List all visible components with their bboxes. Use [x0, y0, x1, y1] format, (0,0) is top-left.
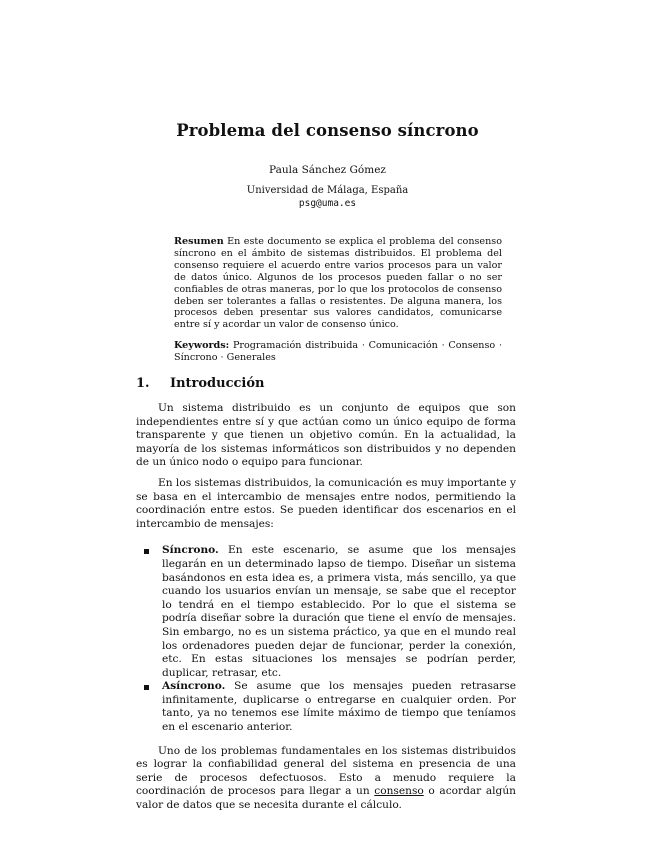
list-item — [162, 680, 516, 734]
section-number: 1. — [136, 376, 150, 391]
author-name: Paula Sánchez Gómez — [269, 164, 386, 176]
list-item — [162, 544, 516, 680]
paper-title: Problema del consenso síncrono — [176, 121, 479, 140]
abstract-body — [174, 236, 502, 331]
list-item-term: Síncrono. — [162, 544, 219, 557]
bullet-list — [136, 544, 516, 734]
abstract-label: Resumen — [174, 236, 224, 247]
paragraph-text: o acordar algún valor de datos que se necesita durante el cálculo. — [136, 785, 516, 812]
list-item-term: Asíncrono. — [162, 680, 226, 693]
paragraph-text: Uno de los problemas fundamentales en los sistemas distribuidos es lograr la confiabilidad general del sistema en presencia de una serie de procesos defectuosos. Esto a menudo requiere la coordinación de procesos para llegar a un — [136, 744, 516, 798]
author-affiliation: Universidad de Málaga, España — [246, 185, 409, 196]
consenso-link[interactable]: consenso — [374, 785, 424, 798]
author-email: psg@uma.es — [298, 198, 357, 209]
paragraph: En los sistemas distribuidos, la comunicación es muy importante y se basa en el intercambio de mensajes entre nodos, permitiendo la coordinación entre estos. Se pueden identificar dos escenarios en el intercambio de mensajes: — [136, 476, 516, 530]
section-heading — [136, 376, 265, 391]
paragraph — [136, 745, 516, 813]
section-title: Introducción — [170, 376, 265, 391]
abstract — [174, 236, 502, 364]
section-body — [136, 402, 516, 813]
paragraph: Un sistema distribuido es un conjunto de equipos que son independientes entre sí y que actúan como un único equipo de forma transparente y que tienen un objetivo común. En la actualidad, la mayoría de los sistemas informáticos son distribuidos y no dependen de un único nodo o equipo para funcionar. — [136, 402, 516, 469]
keywords-text: Programación distribuida · Comunicación · Consenso · Síncrono · Generales — [174, 340, 502, 364]
list-item-text: En este escenario, se asume que los mensajes llegarán en un determinado lapso de tiempo. Diseñar un sistema basándonos en esta idea es, a primera vista, más sencillo, ya que cuando los usuarios envían un mensaje, se sabe que el receptor lo tendrá en el tiempo establecido. Por lo que el sistema se podría diseñar sobre la duración que tiene el envío de mensajes. Sin embargo, no es un sistema práctico, ya que en el mundo real los ordenadores pueden dejar de funcionar, perder la conexión, etc. En estas situaciones los mensajes se podrían perder, duplicar, retrasar, etc. — [162, 544, 516, 679]
abstract-text: En este documento se explica el problema del consenso síncrono en el ámbito de sistemas distribuidos. El problema del consenso requiere el acuerdo entre varios procesos para un valor de datos único. Algunos de los procesos pueden fallar o no ser confiables de otras maneras, por lo que los protocolos de consenso deben ser tolerantes a fallas o resistentes. De alguna manera, los procesos deben presentar sus valores candidatos, comunicarse entre sí y acordar un valor de consenso único. — [174, 236, 502, 331]
list-item-text: Se asume que los mensajes pueden retrasarse infinitamente, duplicarse o entregarse en cualquier orden. Por tanto, ya no tenemos ese límite máximo de tiempo que teníamos en el escenario anterior. — [162, 680, 516, 734]
keywords-label: Keywords: — [174, 340, 230, 352]
keywords — [174, 340, 502, 364]
